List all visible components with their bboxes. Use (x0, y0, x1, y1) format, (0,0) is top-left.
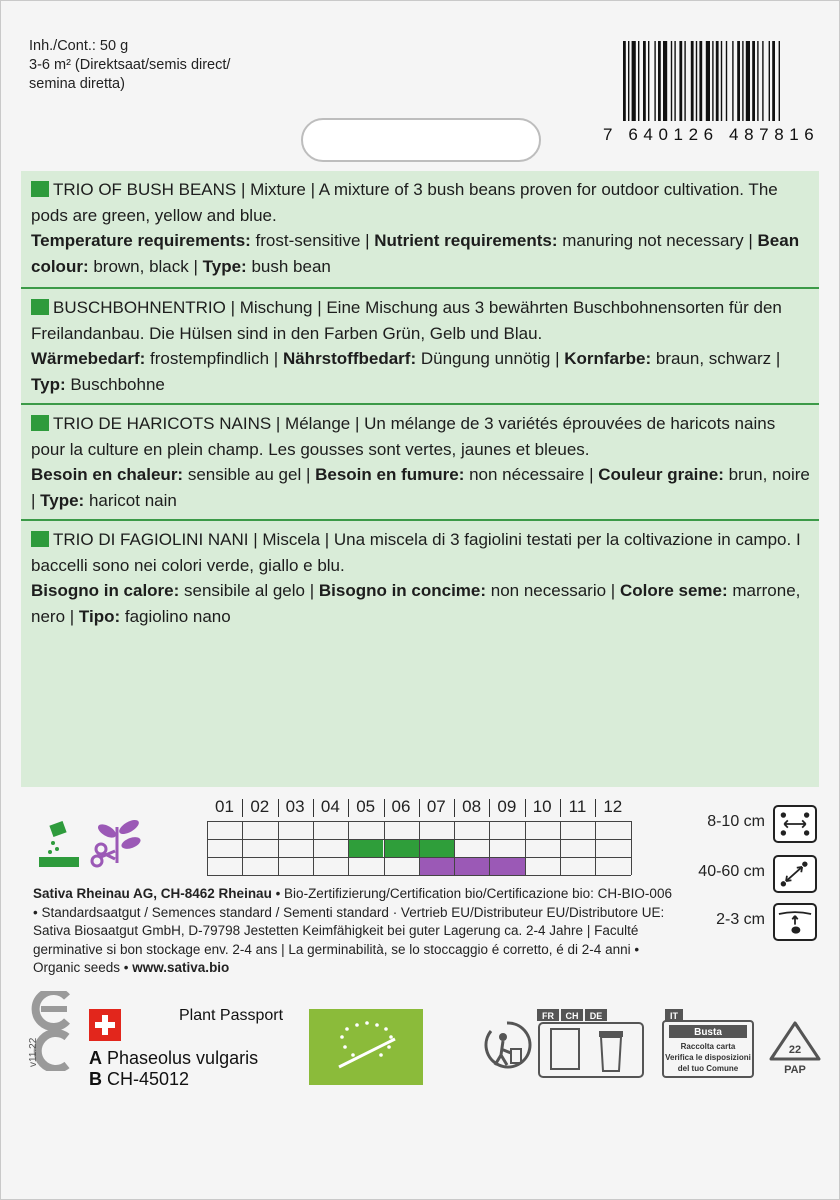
property-key: Besoin en fumure: (315, 465, 465, 484)
calendar-month: 04 (320, 797, 340, 816)
description-english (31, 177, 811, 279)
green-square-icon (31, 531, 49, 547)
property-value: braun, schwarz | (651, 349, 781, 368)
property-key: Nährstoffbedarf: (282, 349, 417, 368)
calendar-month: 09 (497, 797, 517, 816)
swiss-flag-icon (89, 1009, 121, 1041)
country-ch: CH (565, 1011, 579, 1021)
variety-title: TRIO DE HARICOTS NAINS (53, 414, 272, 433)
plant-passport-title: Plant Passport (179, 1007, 284, 1024)
calendar-month: 12 (603, 797, 623, 816)
barcode (623, 41, 813, 121)
property-value: frost-sensitive | (250, 231, 375, 250)
hang-hole (301, 118, 541, 162)
variety-intro: | Mélange | Un mélange de 3 variétés éprouvées de haricots nains pour la culture en plein champ. Les gousses sont vertes, jaunes et bleues. (31, 414, 776, 459)
property-value: bush bean (246, 256, 331, 276)
property-key: Wärmebedarf: (31, 349, 146, 368)
calendar-cell-sow-outdoor (348, 840, 383, 857)
barcode-number: 7 640126 487816 (603, 125, 820, 144)
calendar-grid-line (207, 821, 208, 875)
property-key: Type: (40, 490, 85, 510)
sowing-depth-icon (773, 903, 817, 941)
month-separator (595, 799, 596, 817)
calendar-cell-harvest (454, 858, 489, 875)
calendar-cell-sow-outdoor (419, 840, 454, 857)
variety-intro: | Mischung | Eine Mischung aus 3 bewährten Buschbohnensorten für den Freilandanbau. Die Hülsen sind in den Farben Grün, Gelb und Blau. (31, 298, 782, 343)
variety-title: TRIO DI FAGIOLINI NANI (53, 530, 249, 549)
passport-b-value: CH-45012 (102, 1069, 190, 1089)
variety-intro: | Mixture | A mixture of 3 bush beans proven for outdoor cultivation. The pods are green, yellow and blue. (31, 180, 778, 225)
passport-a-label: A (89, 1048, 102, 1068)
variety-title: BUSCHBOHNENTRIO (53, 298, 226, 317)
row-spacing-value: 8-10 cm (707, 813, 765, 830)
calendar-cell-harvest (489, 858, 524, 875)
tidyman-recycle-icon (481, 1019, 533, 1073)
property-value: non necessario | (486, 581, 620, 600)
calendar-month: 08 (462, 797, 482, 816)
month-separator (348, 799, 349, 817)
busta-line-1: Raccolta carta (680, 1042, 736, 1051)
description-panel (21, 171, 819, 787)
property-value: sensibile al gelo | (179, 581, 319, 600)
property-key: Bisogno in calore: (31, 581, 180, 600)
divider (21, 519, 819, 521)
pap-number: 22 (788, 1044, 802, 1056)
divider (21, 403, 819, 405)
property-value: frostempfindlich | (145, 349, 283, 368)
calendar-grid-line (595, 821, 596, 875)
property-key: Besoin en chaleur: (31, 465, 184, 484)
calendar-month: 03 (285, 797, 305, 816)
property-key: Temperature requirements: (31, 231, 251, 250)
property-key: Bisogno in concime: (318, 581, 487, 600)
month-separator (454, 799, 455, 817)
property-key: Couleur graine: (598, 465, 724, 484)
month-separator (525, 799, 526, 817)
property-value: marrone, nero | (31, 581, 801, 626)
plant-spacing-value: 40-60 cm (698, 863, 765, 880)
property-key: Typ: (31, 374, 66, 394)
calendar-grid-line (419, 821, 420, 875)
passport-botanical-name (89, 1048, 258, 1069)
description-french (31, 411, 811, 513)
calendar-month: 07 (426, 797, 446, 816)
property-key: Bean colour: (31, 231, 800, 276)
version-label: v11.22 (28, 1037, 39, 1067)
green-square-icon (31, 415, 49, 431)
calendar-grid-line (242, 821, 243, 875)
calendar-grid-line (313, 821, 314, 875)
calendar-grid-line (560, 821, 561, 875)
property-value: Buschbohne (65, 374, 165, 394)
sowing-calendar (207, 795, 631, 875)
company-info (33, 885, 673, 978)
plant-spacing-icon (773, 855, 817, 893)
calendar-month: 05 (356, 797, 376, 816)
property-value: fagiolino nano (120, 606, 231, 626)
busta-line-2: Verifica le disposizioni (665, 1053, 751, 1062)
calendar-month: 10 (532, 797, 552, 816)
property-key: Kornfarbe: (564, 349, 652, 368)
property-value: Düngung unnötig | (416, 349, 565, 368)
month-separator (278, 799, 279, 817)
company-website: www.sativa.bio (132, 960, 230, 975)
calendar-cell-sow-outdoor (384, 840, 419, 857)
passport-b-label: B (89, 1069, 102, 1089)
italian-disposal-label (661, 1009, 755, 1079)
calendar-grid-line (525, 821, 526, 875)
calendar-month: 02 (250, 797, 270, 816)
content-info (29, 37, 230, 94)
content-line-1: Inh./Cont.: 50 g (29, 38, 129, 54)
calendar-month: 11 (568, 797, 587, 816)
month-separator (242, 799, 243, 817)
month-separator (560, 799, 561, 817)
green-square-icon (31, 299, 49, 315)
eu-organic-leaf-logo (309, 1009, 423, 1085)
description-german (31, 295, 811, 397)
calendar-grid-line (489, 821, 490, 875)
calendar-grid-line (348, 821, 349, 875)
sowing-depth (681, 901, 821, 941)
green-square-icon (31, 181, 49, 197)
variety-intro: | Miscela | Una miscela di 3 fagiolini testati per la coltivazione in campo. I baccelli sono nei colori verde, giallo e blu. (31, 530, 801, 575)
harvest-scissors-icon (87, 815, 145, 873)
description-italian (31, 527, 811, 629)
property-value: brown, black | (88, 256, 203, 276)
country-de: DE (589, 1011, 603, 1021)
sowing-icon (37, 821, 81, 871)
property-value: manuring not necessary | (557, 231, 758, 250)
property-key: Type: (202, 256, 247, 276)
country-it: IT (670, 1011, 678, 1021)
calendar-grid-line (631, 821, 632, 875)
month-separator (384, 799, 385, 817)
pap-label: PAP (784, 1064, 806, 1076)
country-fr: FR (542, 1011, 554, 1021)
divider (21, 287, 819, 289)
sowing-depth-value: 2-3 cm (716, 911, 765, 928)
property-value: brun, noire | (31, 465, 810, 510)
property-value: non nécessaire | (464, 465, 599, 484)
calendar-grid-line (207, 875, 631, 876)
calendar-cell-harvest (419, 858, 454, 875)
company-name: Sativa Rheinau AG, CH-8462 Rheinau (33, 886, 272, 901)
passport-a-value: Phaseolus vulgaris (102, 1048, 259, 1068)
property-value: sensible au gel | (183, 465, 316, 484)
row-spacing-icon (773, 805, 817, 843)
busta-line-3: del tuo Comune (677, 1064, 739, 1073)
variety-title: TRIO OF BUSH BEANS (53, 180, 237, 199)
month-separator (489, 799, 490, 817)
triman-sorting-icon (537, 1009, 647, 1079)
content-line-3: semina diretta) (29, 76, 125, 92)
calendar-grid-line (454, 821, 455, 875)
month-separator (313, 799, 314, 817)
content-line-2: 3-6 m² (Direktsaat/semis direct/ (29, 57, 231, 73)
calendar-grid-line (278, 821, 279, 875)
property-key: Colore seme: (619, 581, 728, 600)
plant-spacing (681, 853, 821, 893)
calendar-months (207, 795, 631, 819)
property-key: Nutrient requirements: (374, 231, 558, 250)
property-key: Tipo: (78, 606, 121, 626)
calendar-month: 01 (215, 797, 234, 816)
passport-registration (89, 1069, 189, 1090)
busta-title: Busta (694, 1027, 722, 1038)
month-separator (419, 799, 420, 817)
calendar-month: 06 (391, 797, 411, 816)
company-text: • Bio-Zertifizierung/Certification bio/Certificazione bio: CH-BIO-006 • Standardsaatgut / Semences standard / Sementi standard · Vertrieb EU/Distributeur EU/Distributore UE: Sativa Biosaatgut GmbH, D-79798 Jestetten Keimfähigkeit bei guter Lagerung ca. 2-4 Jahre | Faculté germinative si bon stockage env. 2-4 ans | La germinabilità, se lo stoccaggio é corretto, é di 2-4 anni • Organic seeds • (33, 886, 672, 975)
pap-recycling-icon (765, 1019, 825, 1077)
property-value: haricot nain (84, 490, 177, 510)
calendar-grid-line (384, 821, 385, 875)
row-spacing (681, 803, 821, 843)
